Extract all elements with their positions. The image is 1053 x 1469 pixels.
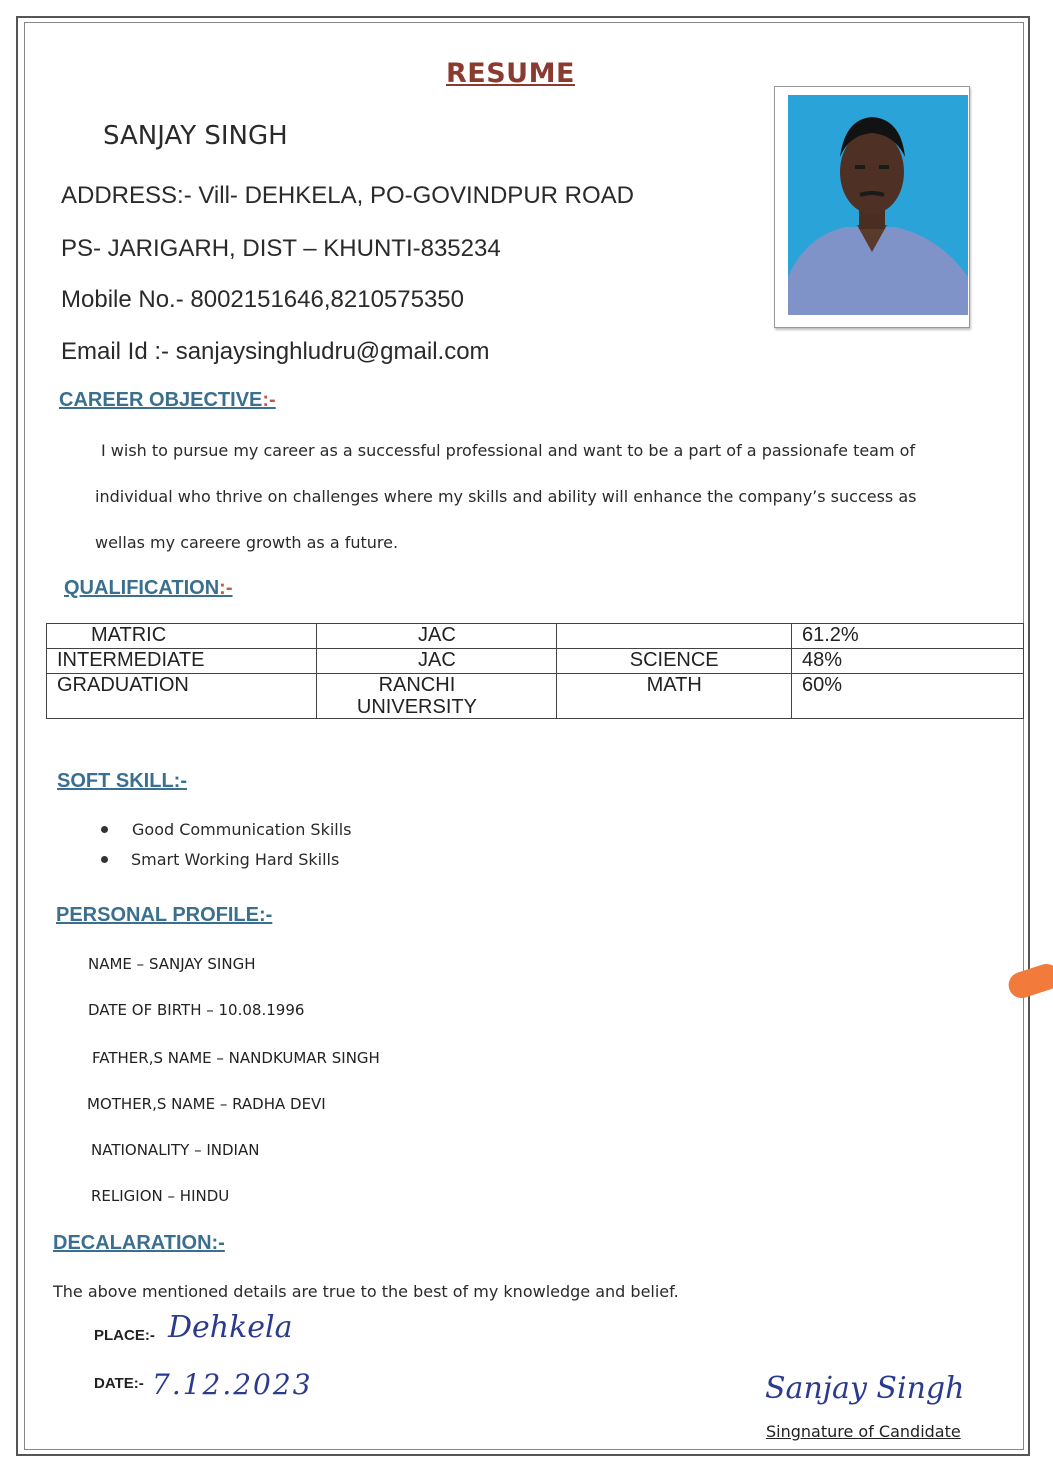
declaration-heading: DECALARATION:- [53, 1232, 225, 1254]
career-objective-line-3: wellas my careere growth as a future. [95, 533, 399, 552]
qual-score: 60% [791, 674, 1023, 719]
table-row [47, 674, 1024, 719]
qual-level: INTERMEDIATE [47, 649, 317, 674]
qual-level: GRADUATION [47, 674, 317, 719]
table-row [47, 624, 1024, 649]
passport-photo [774, 86, 970, 328]
career-objective-line-1: I wish to pursue my career as a successful professional and want to be a part of a passionafe team of [101, 441, 916, 460]
email-address: Email Id :- sanjaysinghludru@gmail.com [61, 338, 490, 365]
soft-skill-heading: SOFT SKILL:- [57, 770, 187, 792]
career-objective-heading: CAREER OBJECTIVE:- [59, 389, 276, 411]
place-label: PLACE:- [94, 1327, 155, 1344]
date-value: 7.12.2023 [152, 1368, 313, 1401]
soft-skill-item: Good Communication Skills [132, 820, 352, 839]
qual-stream: SCIENCE [557, 649, 792, 674]
mobile-number: Mobile No.- 8002151646,8210575350 [61, 286, 464, 313]
bullet-icon [101, 856, 108, 863]
table-row [47, 649, 1024, 674]
personal-profile-heading: PERSONAL PROFILE:- [56, 904, 273, 926]
address-line-1: ADDRESS:- Vill- DEHKELA, PO-GOVINDPUR ROAD [61, 182, 634, 209]
qual-board: JAC [317, 624, 557, 649]
qualification-table [46, 623, 1024, 719]
candidate-name: SANJAY SINGH [103, 121, 288, 151]
address-line-2: PS- JARIGARH, DIST – KHUNTI-835234 [61, 235, 501, 262]
career-objective-line-2: individual who thrive on challenges where my skills and ability will enhance the company’s success as [95, 487, 917, 506]
qual-score: 61.2% [791, 624, 1023, 649]
qual-board: JAC [317, 649, 557, 674]
signature: Sanjay Singh [765, 1371, 965, 1406]
qual-level: MATRIC [47, 624, 317, 649]
soft-skill-item: Smart Working Hard Skills [131, 850, 340, 869]
photo-image [775, 87, 969, 327]
qual-stream: MATH [557, 674, 792, 719]
signature-caption: Singnature of Candidate [766, 1422, 961, 1441]
profile-father: FATHER,S NAME – NANDKUMAR SINGH [92, 1049, 380, 1067]
declaration-text: The above mentioned details are true to the best of my knowledge and belief. [53, 1282, 679, 1301]
qual-board: RANCHI UNIVERSITY [317, 674, 557, 719]
date-label: DATE:- [94, 1375, 144, 1392]
place-value: Dehkela [168, 1310, 293, 1345]
bullet-icon [101, 826, 108, 833]
profile-name: NAME – SANJAY SINGH [88, 955, 256, 973]
qual-stream [557, 624, 792, 649]
profile-dob: DATE OF BIRTH – 10.08.1996 [88, 1001, 305, 1019]
profile-religion: RELIGION – HINDU [91, 1187, 230, 1205]
profile-mother: MOTHER,S NAME – RADHA DEVI [87, 1095, 326, 1113]
resume-title: RESUME [446, 58, 575, 89]
profile-nationality: NATIONALITY – INDIAN [91, 1141, 260, 1159]
qual-score: 48% [791, 649, 1023, 674]
qualification-heading: QUALIFICATION:- [64, 577, 233, 599]
